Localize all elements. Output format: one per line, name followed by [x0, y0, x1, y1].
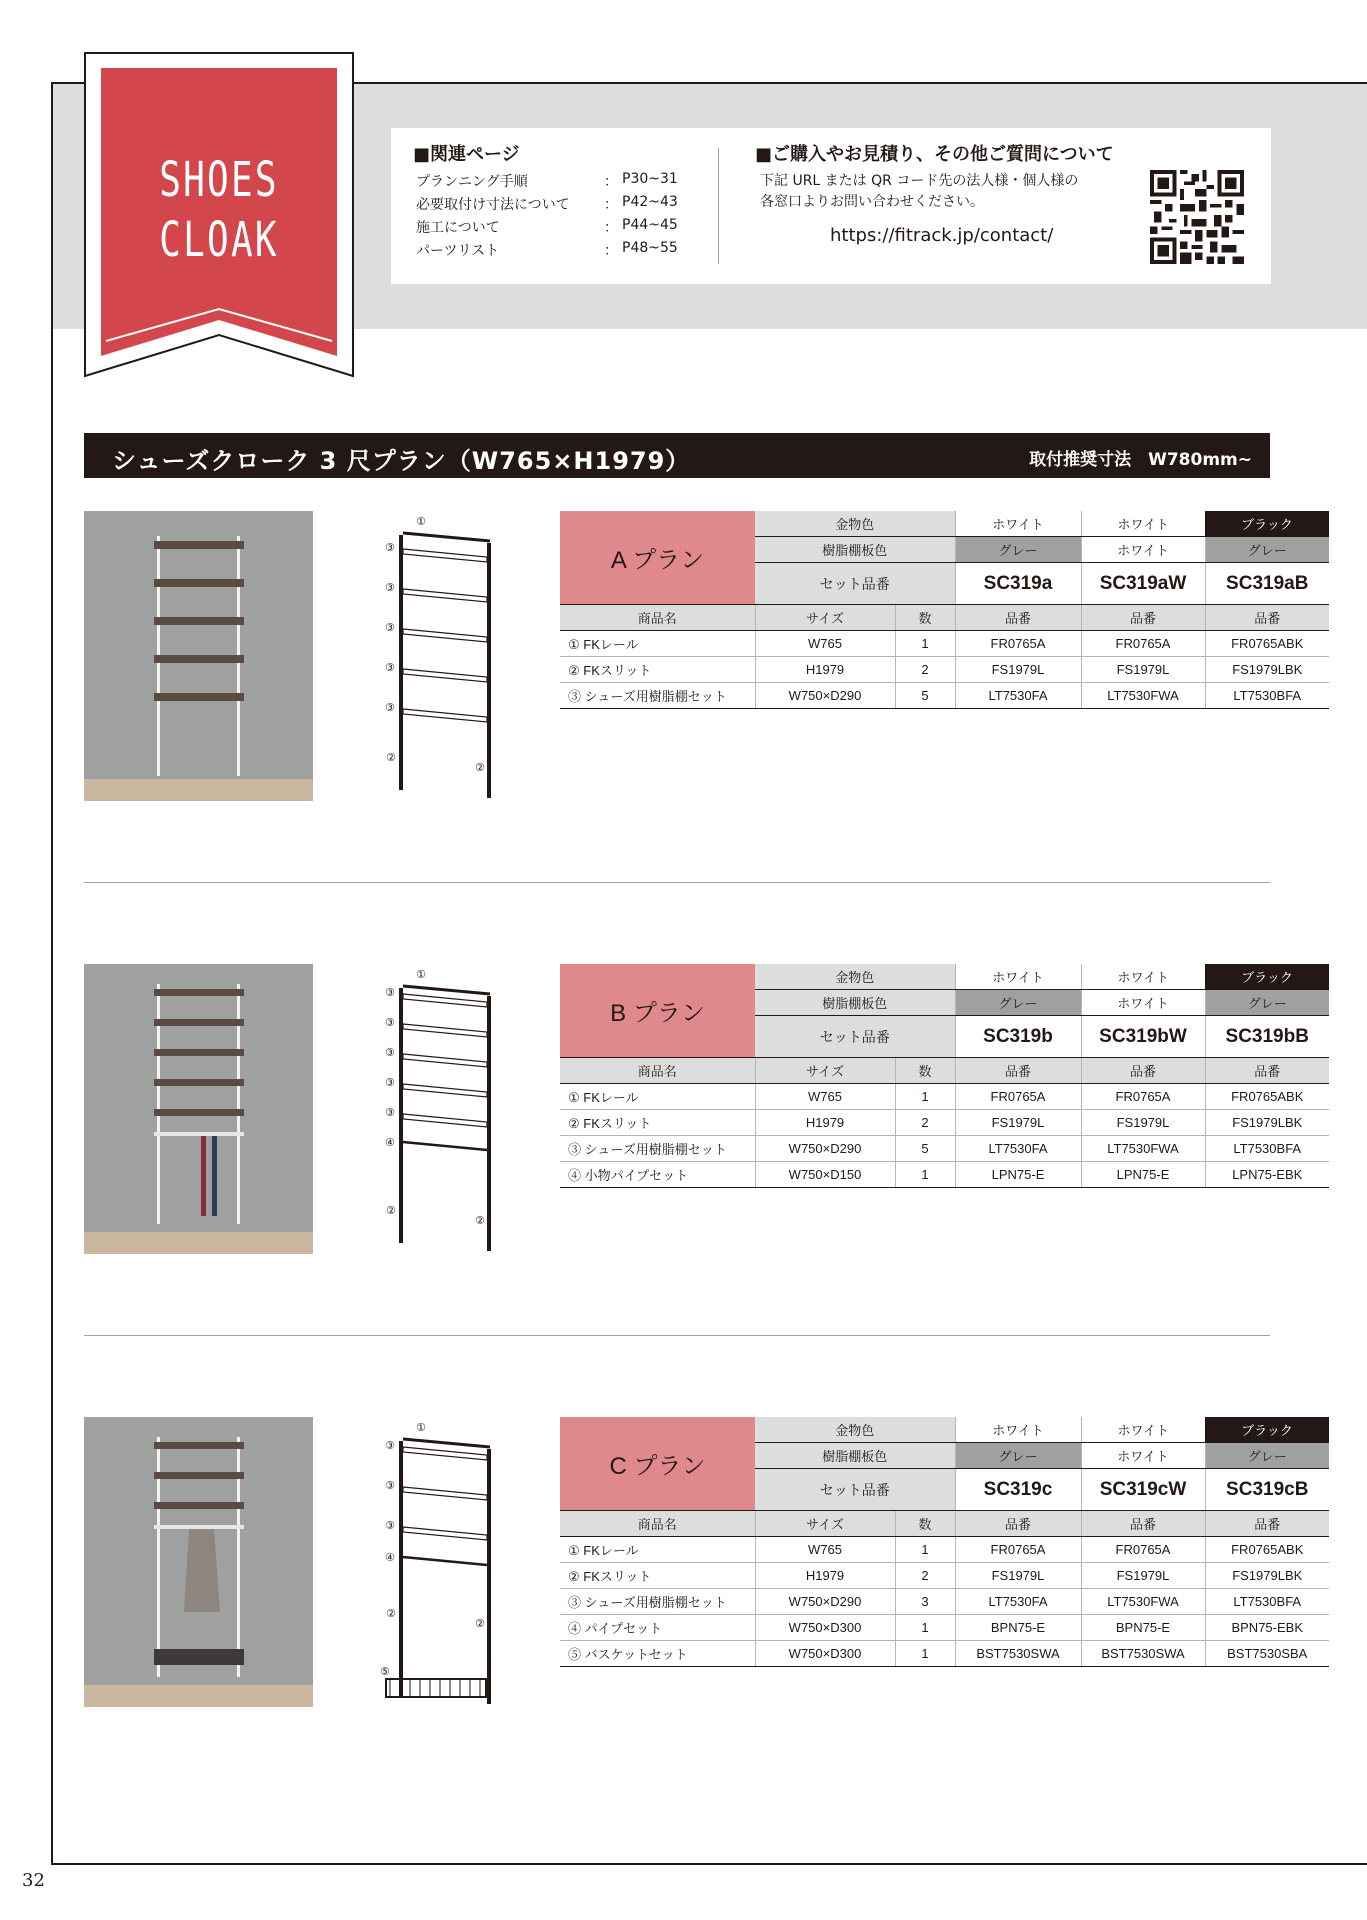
product-name: ③ シューズ用樹脂棚セット [560, 683, 755, 709]
set-code: SC319bW [1081, 1016, 1205, 1058]
set-code: SC319cW [1081, 1469, 1205, 1511]
part-no-black: FR0765ABK [1205, 631, 1329, 657]
column-header-qty: 数 [895, 1511, 955, 1537]
plan-name: A プラン [560, 511, 755, 605]
column-header-part-no: 品番 [1081, 1511, 1205, 1537]
info-divider [718, 148, 719, 264]
product-name: ④ 小物パイプセット [560, 1162, 755, 1188]
plan-c-table [560, 1417, 1329, 1667]
divider-bc [84, 1335, 1270, 1336]
section-title-bar [84, 433, 1270, 478]
table-row [560, 631, 1329, 657]
set-code: SC319b [955, 1016, 1081, 1058]
product-name: ③ シューズ用樹脂棚セット [560, 1589, 755, 1615]
column-header-part-no: 品番 [955, 1511, 1081, 1537]
column-header-part-no: 品番 [1205, 1511, 1329, 1537]
part-no-white-gray: FS1979L [955, 657, 1081, 683]
product-size: H1979 [755, 1563, 895, 1589]
part-no-white-gray: LPN75-E [955, 1162, 1081, 1188]
product-name: ① FKレール [560, 631, 755, 657]
product-name: ② FKスリット [560, 1110, 755, 1136]
column-header-product: 商品名 [560, 1511, 755, 1537]
set-code: SC319a [955, 563, 1081, 605]
diagram-label: ③ [385, 581, 395, 594]
related-page-number: P30~31 [622, 171, 678, 187]
part-no-white-white: FS1979L [1081, 1110, 1205, 1136]
set-code: SC319cB [1205, 1469, 1329, 1511]
shelf [403, 1527, 487, 1540]
product-name: ① FKレール [560, 1537, 755, 1563]
part-no-white-white: BST7530SWA [1081, 1641, 1205, 1667]
related-page-label: 必要取付け寸法について [416, 197, 570, 213]
part-no-black: FS1979LBK [1205, 657, 1329, 683]
shelf-color-label: 樹脂棚板色 [755, 1443, 955, 1469]
product-size: W750×D300 [755, 1641, 895, 1667]
column-header-part-no: 品番 [1205, 605, 1329, 631]
product-qty: 1 [895, 1641, 955, 1667]
product-qty: 2 [895, 1563, 955, 1589]
shelf-color-label: 樹脂棚板色 [755, 537, 955, 563]
diagram-label: ① [416, 515, 426, 528]
plan-b-photo [84, 964, 313, 1254]
shelf [403, 994, 487, 1007]
diagram-label: ③ [385, 621, 395, 634]
part-no-white-gray: LT7530FA [955, 683, 1081, 709]
banner-line-2: CLOAK [159, 212, 279, 268]
related-page-label: パーツリスト [416, 243, 500, 259]
table-row [560, 683, 1329, 709]
part-no-black: FS1979LBK [1205, 1110, 1329, 1136]
banner-line-1: SHOES [159, 152, 279, 208]
product-name: ② FKスリット [560, 1563, 755, 1589]
slit-left [399, 988, 403, 1243]
part-no-white-gray: FS1979L [955, 1110, 1081, 1136]
part-no-white-white: FS1979L [1081, 657, 1205, 683]
table-row [560, 1589, 1329, 1615]
shelf [403, 549, 487, 562]
diagram-label: ③ [385, 541, 395, 554]
set-code: SC319c [955, 1469, 1081, 1511]
column-header-size: サイズ [755, 605, 895, 631]
column-header-qty: 数 [895, 605, 955, 631]
plan-a-diagram [378, 511, 508, 806]
plan-b-table [560, 964, 1329, 1188]
set-code: SC319aB [1205, 563, 1329, 605]
diagram-label: ④ [385, 1551, 395, 1564]
frame-line-left [51, 82, 53, 1864]
product-size: W750×D150 [755, 1162, 895, 1188]
part-no-white-white: BPN75-E [1081, 1615, 1205, 1641]
part-no-white-gray: LT7530FA [955, 1589, 1081, 1615]
shelf [403, 1114, 487, 1127]
plan-name: B プラン [560, 964, 755, 1058]
column-header-part-no: 品番 [955, 1058, 1081, 1084]
part-no-black: LT7530BFA [1205, 683, 1329, 709]
shelf-color-white: ホワイト [1081, 537, 1205, 563]
table-row [560, 1110, 1329, 1136]
column-header-part-no: 品番 [1081, 605, 1205, 631]
shelf-color-gray: グレー [955, 990, 1081, 1016]
diagram-label: ③ [385, 1106, 395, 1119]
table-row [560, 1615, 1329, 1641]
contact-heading: ■ご購入やお見積り、その他ご質問について [755, 144, 1114, 165]
column-header-size: サイズ [755, 1511, 895, 1537]
banner-title [118, 150, 321, 270]
section-title: シューズクローク 3 尺プラン（W765×H1979） [112, 447, 691, 475]
part-no-white-gray: FR0765A [955, 1084, 1081, 1110]
part-no-white-gray: FS1979L [955, 1563, 1081, 1589]
diagram-label: ④ [385, 1136, 395, 1149]
set-code-label: セット品番 [755, 1016, 955, 1058]
shelf [403, 1024, 487, 1037]
column-header-product: 商品名 [560, 605, 755, 631]
table-row [560, 1136, 1329, 1162]
diagram-label: ③ [385, 986, 395, 999]
related-heading: ■関連ページ [413, 144, 520, 165]
part-no-white-white: FR0765A [1081, 1084, 1205, 1110]
metal-color-white: ホワイト [1081, 511, 1205, 537]
diagram-label: ③ [385, 1439, 395, 1452]
diagram-label: ② [475, 1214, 485, 1227]
diagram-label: ① [416, 1421, 426, 1434]
part-no-white-gray: BPN75-E [955, 1615, 1081, 1641]
table-row [560, 1537, 1329, 1563]
column-header-qty: 数 [895, 1058, 955, 1084]
page-number: 32 [22, 1870, 45, 1891]
contact-text-2: 各窓口よりお問い合わせください。 [760, 194, 984, 210]
rail [403, 986, 490, 994]
part-no-white-gray: FR0765A [955, 631, 1081, 657]
diagram-label: ③ [385, 1016, 395, 1029]
product-name: ① FKレール [560, 1084, 755, 1110]
rail [403, 533, 490, 541]
product-name: ③ シューズ用樹脂棚セット [560, 1136, 755, 1162]
shelf [403, 1054, 487, 1067]
metal-color-white: ホワイト [1081, 1417, 1205, 1443]
diagram-label: ③ [385, 701, 395, 714]
shelf [403, 1084, 487, 1097]
shelf-color-gray: グレー [1205, 1443, 1329, 1469]
column-header-product: 商品名 [560, 1058, 755, 1084]
related-page-separator: ： [604, 220, 618, 236]
metal-color-black: ブラック [1205, 1417, 1329, 1443]
frame-line-bottom [51, 1863, 1367, 1865]
plan-a-table [560, 511, 1329, 709]
part-no-white-white: LT7530FWA [1081, 1589, 1205, 1615]
metal-color-label: 金物色 [755, 1417, 955, 1443]
product-size: W765 [755, 631, 895, 657]
related-page-separator: ： [604, 174, 618, 190]
metal-color-label: 金物色 [755, 964, 955, 990]
part-no-black: FR0765ABK [1205, 1084, 1329, 1110]
slit-left [399, 1441, 403, 1696]
qr-code-icon[interactable] [1150, 170, 1244, 264]
shelf-color-gray: グレー [955, 1443, 1081, 1469]
diagram-label: ⑤ [380, 1665, 390, 1678]
product-qty: 5 [895, 1136, 955, 1162]
table-row [560, 657, 1329, 683]
part-no-black: LT7530BFA [1205, 1136, 1329, 1162]
diagram-label: ③ [385, 661, 395, 674]
shelf-color-white: ホワイト [1081, 990, 1205, 1016]
product-qty: 3 [895, 1589, 955, 1615]
plan-c-photo [84, 1417, 313, 1707]
metal-color-label: 金物色 [755, 511, 955, 537]
shelf [403, 589, 487, 602]
column-header-part-no: 品番 [955, 605, 1081, 631]
product-size: W765 [755, 1084, 895, 1110]
metal-color-black: ブラック [1205, 964, 1329, 990]
set-code-label: セット品番 [755, 563, 955, 605]
part-no-black: LPN75-EBK [1205, 1162, 1329, 1188]
related-page-separator: ： [604, 243, 618, 259]
related-page-label: 施工について [416, 220, 500, 236]
product-name: ② FKスリット [560, 657, 755, 683]
product-size: H1979 [755, 657, 895, 683]
product-qty: 5 [895, 683, 955, 709]
column-header-size: サイズ [755, 1058, 895, 1084]
product-size: W750×D300 [755, 1615, 895, 1641]
table-row [560, 1563, 1329, 1589]
shelf-color-gray: グレー [1205, 537, 1329, 563]
product-size: W765 [755, 1537, 895, 1563]
contact-text-1: 下記 URL または QR コード先の法人様・個人様の [760, 173, 1079, 189]
product-size: W750×D290 [755, 683, 895, 709]
related-page-separator: ： [604, 197, 618, 213]
product-name: ⑤ バスケットセット [560, 1641, 755, 1667]
diagram-label: ② [386, 1204, 396, 1217]
part-no-white-white: FR0765A [1081, 1537, 1205, 1563]
shelf [403, 709, 487, 722]
shelf-color-label: 樹脂棚板色 [755, 990, 955, 1016]
part-no-white-white: LT7530FWA [1081, 683, 1205, 709]
part-no-black: BPN75-EBK [1205, 1615, 1329, 1641]
part-no-black: LT7530BFA [1205, 1589, 1329, 1615]
product-qty: 1 [895, 1615, 955, 1641]
slit-right [487, 543, 491, 798]
part-no-white-gray: FR0765A [955, 1537, 1081, 1563]
product-qty: 2 [895, 657, 955, 683]
shelf-color-white: ホワイト [1081, 1443, 1205, 1469]
metal-color-black: ブラック [1205, 511, 1329, 537]
product-name: ④ パイプセット [560, 1615, 755, 1641]
plan-a-photo [84, 511, 313, 801]
diagram-label: ② [386, 1607, 396, 1620]
plan-c-diagram [378, 1417, 508, 1712]
diagram-label: ② [386, 751, 396, 764]
product-qty: 2 [895, 1110, 955, 1136]
product-qty: 1 [895, 1537, 955, 1563]
contact-url-link[interactable]: https://fitrack.jp/contact/ [830, 225, 1054, 246]
related-page-label: プランニング手順 [416, 174, 528, 190]
part-no-white-white: LPN75-E [1081, 1162, 1205, 1188]
part-no-white-white: LT7530FWA [1081, 1136, 1205, 1162]
diagram-label: ③ [385, 1519, 395, 1532]
shelf [403, 1487, 487, 1500]
rail [403, 1439, 490, 1447]
part-no-white-white: FR0765A [1081, 631, 1205, 657]
shelf-color-gray: グレー [1205, 990, 1329, 1016]
diagram-label: ② [475, 761, 485, 774]
divider-ab [84, 882, 1270, 883]
diagram-label: ① [416, 968, 426, 981]
part-no-black: FS1979LBK [1205, 1563, 1329, 1589]
part-no-black: BST7530SBA [1205, 1641, 1329, 1667]
slit-left [399, 535, 403, 790]
table-row [560, 1162, 1329, 1188]
part-no-white-white: FS1979L [1081, 1563, 1205, 1589]
diagram-label: ③ [385, 1076, 395, 1089]
set-code-label: セット品番 [755, 1469, 955, 1511]
set-code: SC319aW [1081, 563, 1205, 605]
column-header-part-no: 品番 [1205, 1058, 1329, 1084]
shelf [403, 1447, 487, 1460]
part-no-white-gray: LT7530FA [955, 1136, 1081, 1162]
diagram-label: ③ [385, 1046, 395, 1059]
table-row [560, 1641, 1329, 1667]
product-qty: 1 [895, 1084, 955, 1110]
related-page-number: P42~43 [622, 194, 678, 210]
pipe [403, 1142, 487, 1150]
plan-b-diagram [378, 964, 508, 1259]
related-page-number: P44~45 [622, 217, 678, 233]
product-size: H1979 [755, 1110, 895, 1136]
recommended-dimension: 取付推奨寸法 W780mm~ [1029, 450, 1252, 470]
shelf [403, 629, 487, 642]
part-no-white-gray: BST7530SWA [955, 1641, 1081, 1667]
metal-color-white: ホワイト [955, 1417, 1081, 1443]
diagram-label: ② [475, 1617, 485, 1630]
product-size: W750×D290 [755, 1589, 895, 1615]
part-no-black: FR0765ABK [1205, 1537, 1329, 1563]
column-header-part-no: 品番 [1081, 1058, 1205, 1084]
plan-name: C プラン [560, 1417, 755, 1511]
pipe [403, 1557, 487, 1565]
product-size: W750×D290 [755, 1136, 895, 1162]
slit-right [487, 996, 491, 1251]
metal-color-white: ホワイト [1081, 964, 1205, 990]
product-qty: 1 [895, 1162, 955, 1188]
shelf-color-gray: グレー [955, 537, 1081, 563]
product-qty: 1 [895, 631, 955, 657]
metal-color-white: ホワイト [955, 964, 1081, 990]
shelf [403, 669, 487, 682]
slit-right [487, 1449, 491, 1704]
related-page-number: P48~55 [622, 240, 678, 256]
diagram-label: ③ [385, 1479, 395, 1492]
table-row [560, 1084, 1329, 1110]
metal-color-white: ホワイト [955, 511, 1081, 537]
set-code: SC319bB [1205, 1016, 1329, 1058]
